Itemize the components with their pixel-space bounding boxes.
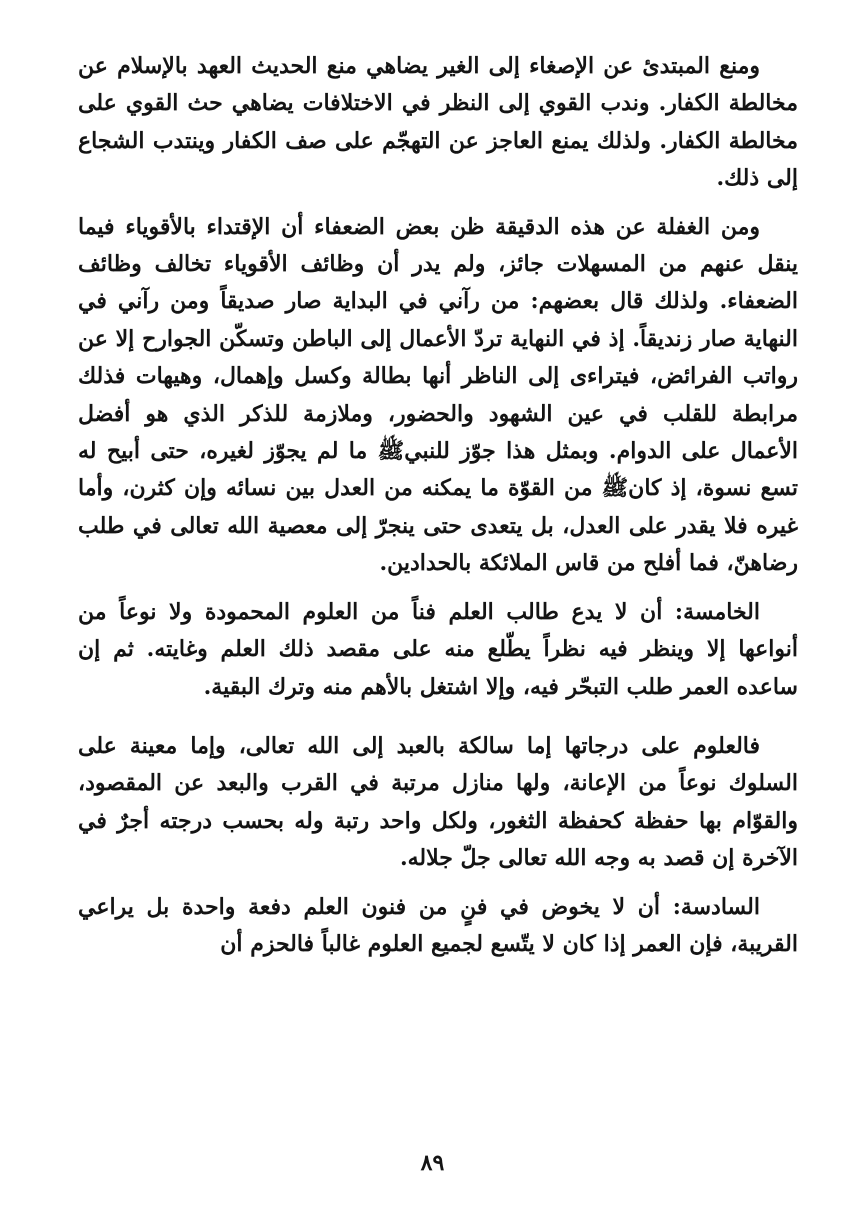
page-body <box>78 48 798 963</box>
paragraph-5-heading-sixth: السادسة <box>680 893 760 920</box>
paragraph-2 <box>78 209 798 583</box>
paragraph-5-text: : أن لا يخوض في فنٍ من فنون العلم دفعة واحدة بل يراعي القريبة، فإن العمر إذا كان لا يتّسع لجميع العلوم غالباً فالحزم أن <box>78 893 798 957</box>
paragraph-3-heading-fifth: الخامسة <box>683 598 760 625</box>
paragraph-1 <box>78 48 798 198</box>
paragraph-1-text: ومنع المبتدئ عن الإصغاء إلى الغير يضاهي منع الحديث العهد بالإسلام عن مخالطة الكفار. وندب القوي إلى النظر في الاختلافات يضاهي حث القوي على مخالطة الكفار. ولذلك يمنع العاجز عن التهجّم على صف الكفار وينتدب الشجاع إلى ذلك. <box>78 53 798 192</box>
paragraph-4-text: فالعلوم على درجاتها إما سالكة بالعبد إلى الله تعالى، وإما معينة على السلوك نوعاً من الإعانة، ولها منازل مرتبة في القرب والبعد عن المقصود، والقوّام بها حفظة كحفظة الثغور، ولكل واحد رتبة وله بحسب درجته أجرٌ في الآخرة إن قصد به وجه الله تعالى جلّ جلاله. <box>78 732 798 872</box>
paragraph-2-text: ومن الغفلة عن هذه الدقيقة ظن بعض الضعفاء أن الإقتداء بالأقوياء فيما ينقل عنهم من المسهلات جائز، ولم يدر أن وظائف الأقوياء تخالف وظائف الضعفاء. ولذلك قال بعضهم: من رآني في البداية صار صديقاً ومن رآني في النهاية صار زنديقاً. إذ في النهاية تردّ الأعمال إلى الباطن وتسكّن الجوارح إلا عن رواتب الفرائض، فيتراءى إلى الناظر أنها بطالة وكسل وإهمال، وهيهات فذلك مرابطة للقلب في عين الشهود والحضور، وملازمة للذكر الذي هو أفضل الأعمال على الدوام. وبمثل هذا جوّز للنبيﷺ ما لم يجوّز لغيره، حتى أبيح له تسع نسوة، إذ كانﷺ من القوّة ما يمكنه من العدل بين نسائه وإن كثرن، وأما غيره فلا يقدر على العدل، بل يتعدى حتى ينجرّ إلى معصية الله تعالى في طلب رضاهنّ، فما أفلح من قاس الملائكة بالحدادين. <box>78 213 798 577</box>
page-number: ٨٩ <box>420 1150 445 1176</box>
paragraph-3 <box>78 594 798 706</box>
paragraph-4 <box>78 728 798 878</box>
paragraph-5 <box>78 889 798 964</box>
paragraph-3-text: : أن لا يدع طالب العلم فناً من العلوم المحمودة ولا نوعاً من أنواعها إلا وينظر فيه نظراً يطّلع منه على مقصد ذلك العلم وغايته. ثم إن ساعده العمر طلب التبحّر فيه، وإلا اشتغل بالأهم منه وترك البقية. <box>78 598 798 700</box>
